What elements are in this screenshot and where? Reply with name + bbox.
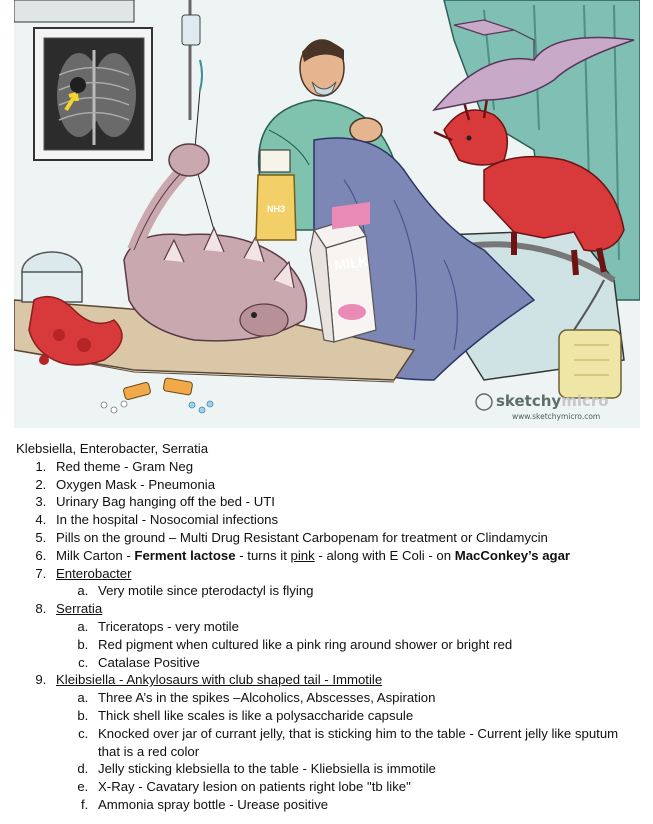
list-item bbox=[50, 511, 640, 529]
milk-label: MILK bbox=[333, 252, 370, 274]
item-text: Oxygen Mask - Pneumonia bbox=[56, 476, 216, 492]
watermark-url: www.sketchymicro.com bbox=[512, 412, 601, 421]
item-bold-text: Ferment lactose bbox=[134, 547, 236, 563]
sub-list bbox=[56, 618, 640, 671]
item-bold-text: MacConkey’s agar bbox=[454, 547, 571, 563]
item-title: Serratia bbox=[56, 601, 103, 617]
item-title: Kleibsiella - Ankylosaurs with club shaped tail - Immotile bbox=[56, 672, 383, 688]
sub-list-item: c. Catalase Positive bbox=[92, 654, 640, 672]
item-underlined-text: pink bbox=[290, 547, 315, 563]
xray-viewer bbox=[34, 28, 152, 160]
item-title: Enterobacter bbox=[56, 565, 132, 581]
watermark-name-part-a: sketchy bbox=[496, 392, 562, 410]
bottle-label: NH3 bbox=[266, 204, 286, 214]
item-text: - along with E Coli - on bbox=[314, 547, 455, 563]
sub-list-item: b. Red pigment when cultured like a pink ring around shower or bright red bbox=[92, 636, 640, 654]
svg-text:sketchymicro bbox=[496, 392, 609, 410]
item-text: Milk Carton - bbox=[56, 547, 135, 563]
item-text: Pills on the ground – Multi Drug Resistant Carbopenam for treatment or Clindamycin bbox=[56, 529, 548, 545]
item-text: In the hospital - Nosocomial infections bbox=[56, 512, 279, 528]
sub-list bbox=[56, 582, 640, 600]
notes-heading: Klebsiella, Enterobacter, Serratia bbox=[16, 441, 209, 456]
list-item bbox=[50, 547, 640, 565]
sub-list-item: b. Thick shell like scales is like a polysaccharide capsule bbox=[92, 707, 640, 725]
item-text: Red theme - Gram Neg bbox=[56, 458, 194, 474]
list-item bbox=[50, 458, 640, 476]
list-item bbox=[50, 565, 640, 601]
hospital-scene-illustration bbox=[14, 0, 640, 428]
notes-list bbox=[14, 458, 640, 814]
sub-list-item: c. Knocked over jar of currant jelly, that is sticking him to the table - Current jelly like sputum that is a red color bbox=[92, 725, 640, 761]
sub-list-item: f. Ammonia spray bottle - Urease positive bbox=[92, 796, 640, 814]
sub-list bbox=[56, 689, 640, 814]
item-text: Urinary Bag hanging off the bed - UTI bbox=[56, 494, 275, 510]
sub-list-item: a. Very motile since pterodactyl is flying bbox=[92, 582, 640, 600]
list-item bbox=[50, 600, 640, 671]
sub-list-item: d. Jelly sticking klebsiella to the table - Kliebsiella is immotile bbox=[92, 760, 640, 778]
list-item bbox=[50, 493, 640, 511]
list-item bbox=[50, 476, 640, 494]
sub-list-item: a. Three A’s in the spikes –Alcoholics, Abscesses, Aspiration bbox=[92, 689, 640, 707]
list-item bbox=[50, 671, 640, 813]
study-notes bbox=[14, 440, 640, 814]
watermark-name-part-b: micro bbox=[561, 392, 609, 410]
sub-list-item: e. X-Ray - Cavatary lesion on patients right lobe "tb like" bbox=[92, 778, 640, 796]
sub-list-item: a. Triceratops - very motile bbox=[92, 618, 640, 636]
list-item bbox=[50, 529, 640, 547]
ammonia-spray-bottle bbox=[256, 150, 296, 240]
item-text: - turns it bbox=[235, 547, 291, 563]
